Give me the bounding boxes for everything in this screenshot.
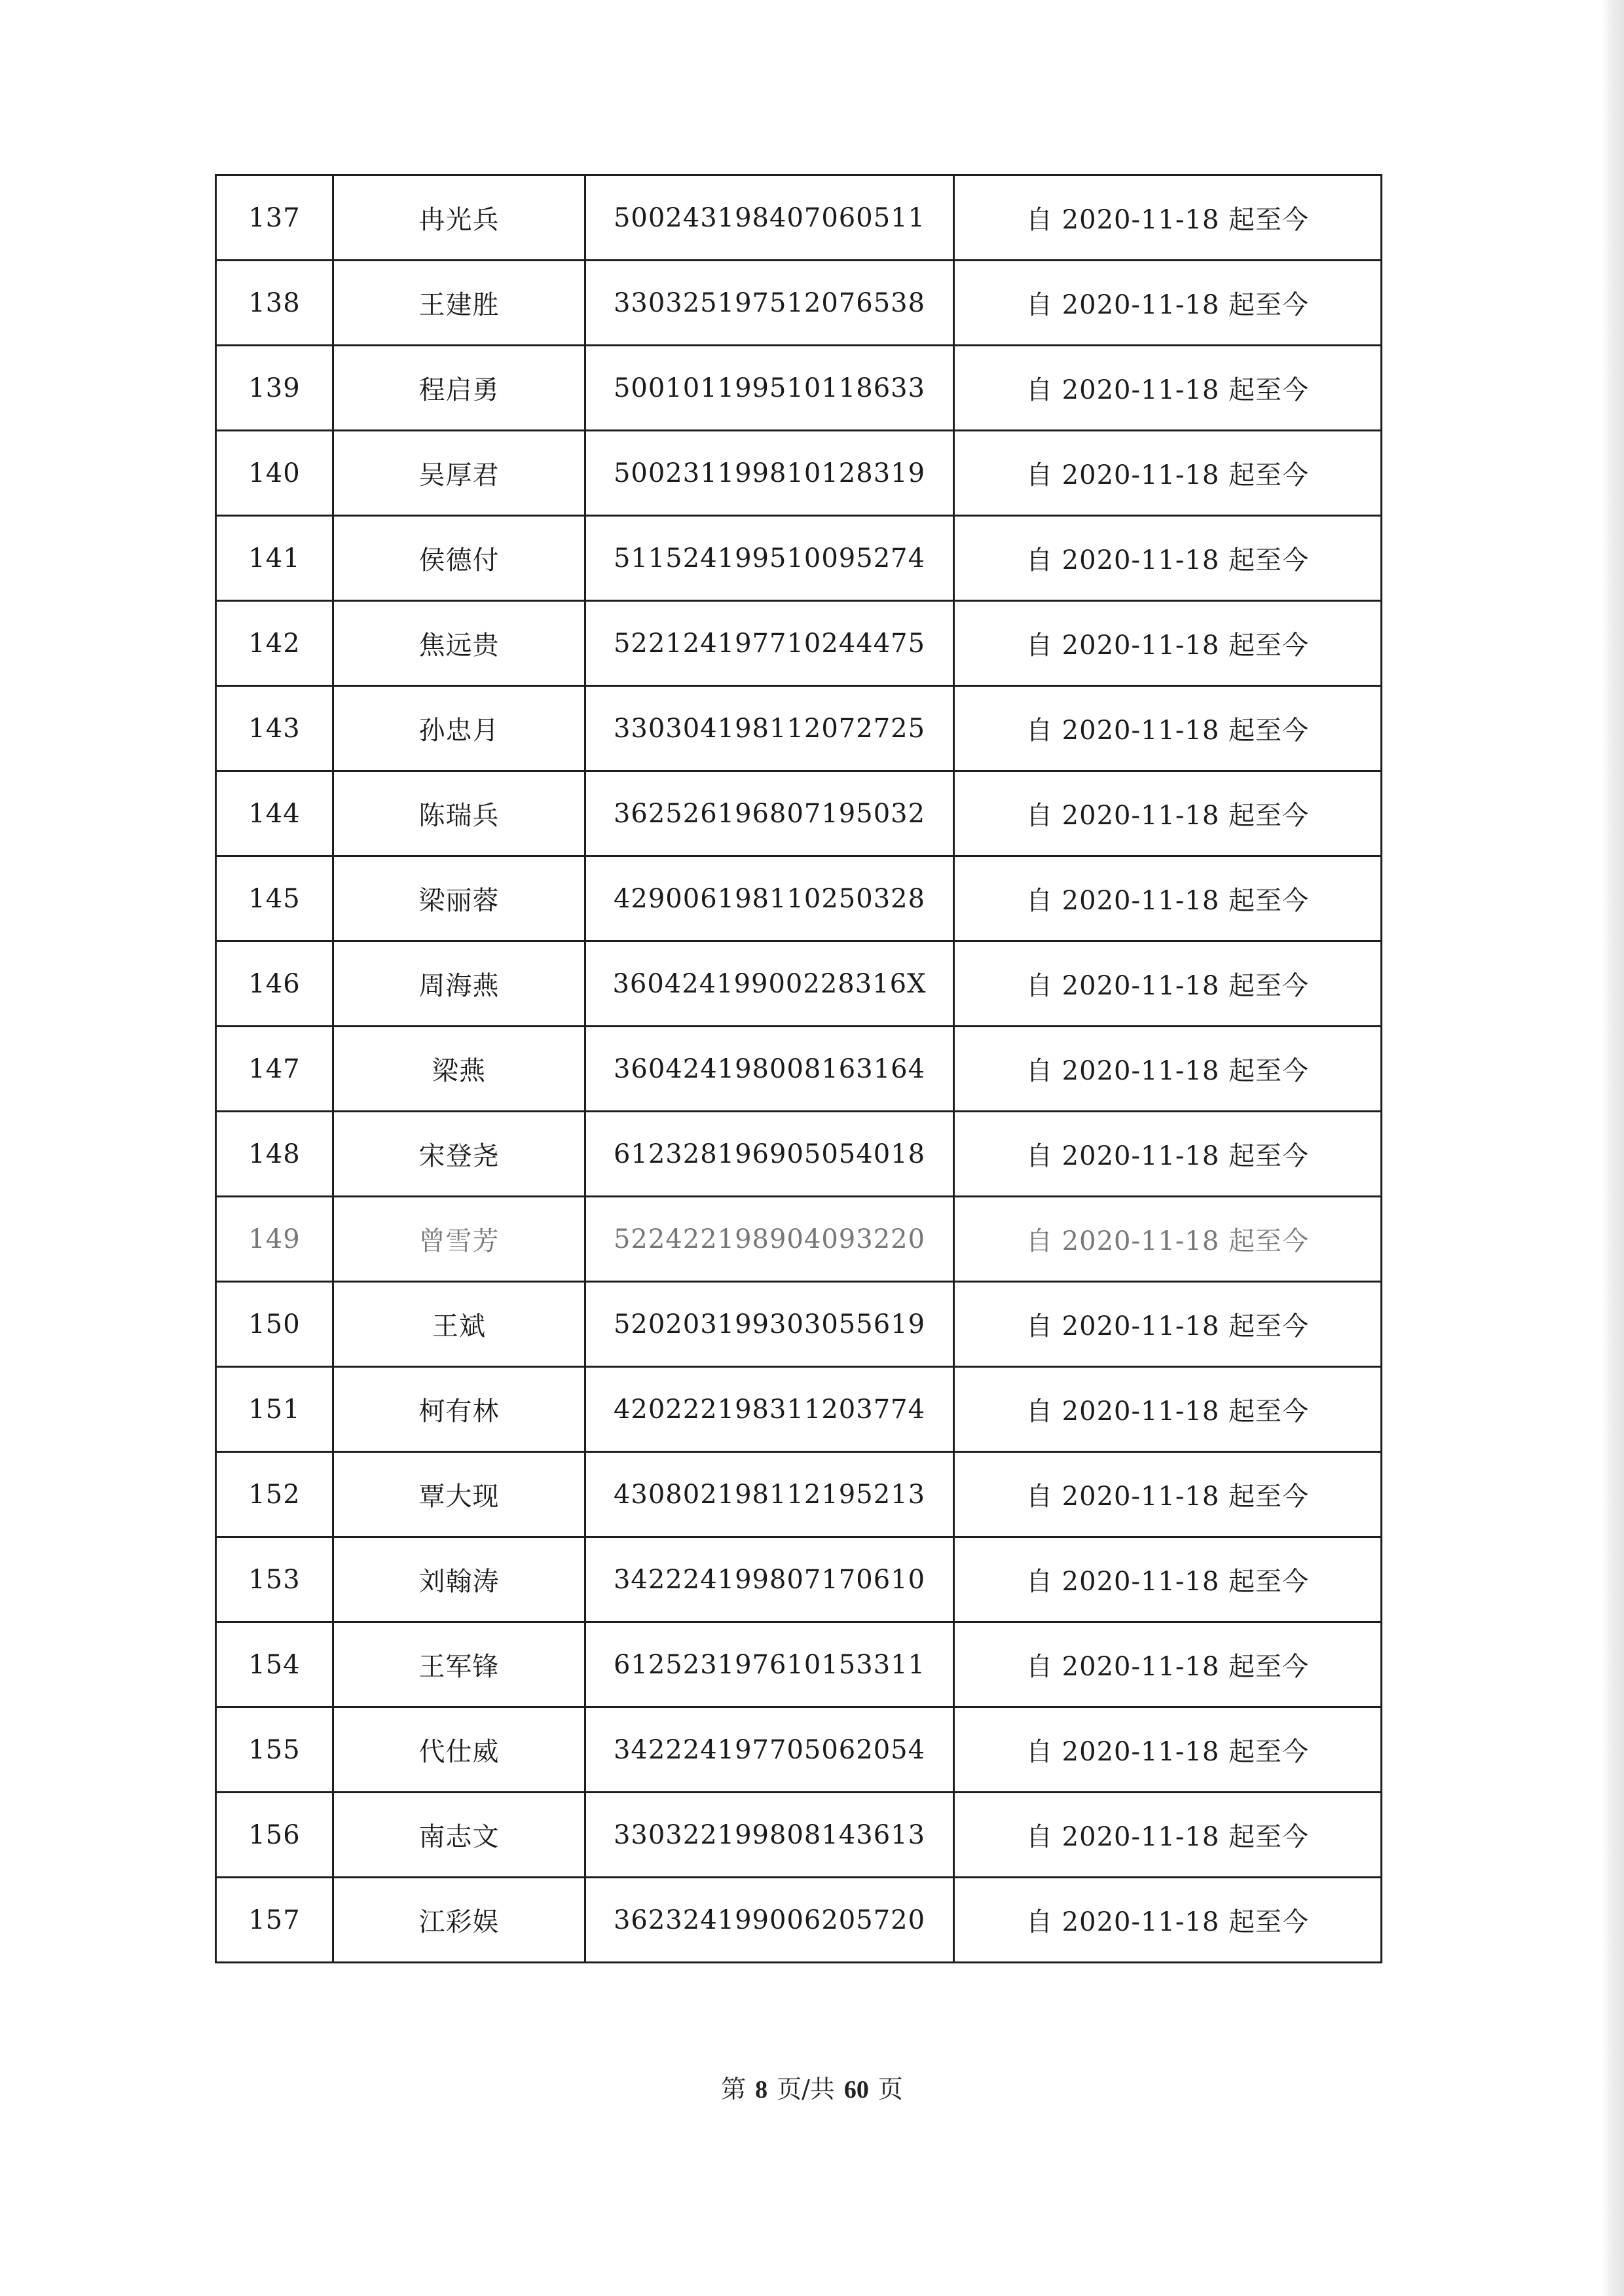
person-name-cell: 王建胜	[333, 261, 585, 346]
row-number-cell: 143	[216, 686, 333, 771]
table-row	[216, 1537, 1382, 1622]
id-number-cell: 429006198110250328	[585, 856, 954, 941]
roster-table-container	[215, 174, 1373, 1963]
period-cell: 自 2020-11-18 起至今	[954, 1452, 1382, 1537]
person-name-cell: 代仕威	[333, 1707, 585, 1793]
id-number-cell: 330325197512076538	[585, 261, 954, 346]
footer-current-page: 8	[755, 2076, 768, 2104]
table-row	[216, 1367, 1382, 1452]
person-name-cell: 柯有林	[333, 1367, 585, 1452]
row-number-cell: 154	[216, 1622, 333, 1707]
table-row	[216, 856, 1382, 941]
person-name-cell: 王斌	[333, 1282, 585, 1367]
period-cell: 自 2020-11-18 起至今	[954, 261, 1382, 346]
period-cell: 自 2020-11-18 起至今	[954, 1367, 1382, 1452]
row-number-cell: 149	[216, 1197, 333, 1282]
row-number-cell: 151	[216, 1367, 333, 1452]
person-name-cell: 曾雪芳	[333, 1197, 585, 1282]
table-row	[216, 1112, 1382, 1197]
person-name-cell: 周海燕	[333, 941, 585, 1027]
person-name-cell: 覃大现	[333, 1452, 585, 1537]
roster-table-body	[216, 175, 1382, 1963]
scan-edge-shadow	[1602, 0, 1624, 2296]
id-number-cell: 362324199006205720	[585, 1878, 954, 1963]
period-cell: 自 2020-11-18 起至今	[954, 771, 1382, 856]
period-cell: 自 2020-11-18 起至今	[954, 1878, 1382, 1963]
table-row	[216, 1707, 1382, 1793]
id-number-cell: 342224199807170610	[585, 1537, 954, 1622]
period-cell: 自 2020-11-18 起至今	[954, 175, 1382, 261]
table-row	[216, 261, 1382, 346]
period-cell: 自 2020-11-18 起至今	[954, 1707, 1382, 1793]
row-number-cell: 138	[216, 261, 333, 346]
period-cell: 自 2020-11-18 起至今	[954, 1282, 1382, 1367]
table-row	[216, 1622, 1382, 1707]
period-cell: 自 2020-11-18 起至今	[954, 686, 1382, 771]
table-row	[216, 1027, 1382, 1112]
period-cell: 自 2020-11-18 起至今	[954, 1112, 1382, 1197]
id-number-cell: 330304198112072725	[585, 686, 954, 771]
period-cell: 自 2020-11-18 起至今	[954, 601, 1382, 686]
id-number-cell: 511524199510095274	[585, 516, 954, 601]
person-name-cell: 王军锋	[333, 1622, 585, 1707]
id-number-cell: 500231199810128319	[585, 431, 954, 516]
period-cell: 自 2020-11-18 起至今	[954, 856, 1382, 941]
id-number-cell: 362526196807195032	[585, 771, 954, 856]
person-name-cell: 孙忠月	[333, 686, 585, 771]
table-row	[216, 1282, 1382, 1367]
page-footer	[0, 2069, 1624, 2105]
row-number-cell: 141	[216, 516, 333, 601]
table-row	[216, 346, 1382, 431]
person-name-cell: 吴厚君	[333, 431, 585, 516]
person-name-cell: 梁燕	[333, 1027, 585, 1112]
table-row	[216, 686, 1382, 771]
row-number-cell: 147	[216, 1027, 333, 1112]
person-name-cell: 刘翰涛	[333, 1537, 585, 1622]
row-number-cell: 137	[216, 175, 333, 261]
row-number-cell: 150	[216, 1282, 333, 1367]
row-number-cell: 148	[216, 1112, 333, 1197]
roster-table	[215, 174, 1382, 1963]
footer-suffix: 页	[877, 2075, 903, 2104]
row-number-cell: 157	[216, 1878, 333, 1963]
id-number-cell: 522422198904093220	[585, 1197, 954, 1282]
person-name-cell: 焦远贵	[333, 601, 585, 686]
table-row	[216, 175, 1382, 261]
footer-prefix: 第	[721, 2075, 747, 2104]
person-name-cell: 侯德付	[333, 516, 585, 601]
row-number-cell: 142	[216, 601, 333, 686]
id-number-cell: 522124197710244475	[585, 601, 954, 686]
id-number-cell: 420222198311203774	[585, 1367, 954, 1452]
person-name-cell: 陈瑞兵	[333, 771, 585, 856]
row-number-cell: 156	[216, 1793, 333, 1878]
table-row	[216, 431, 1382, 516]
id-number-cell: 500243198407060511	[585, 175, 954, 261]
period-cell: 自 2020-11-18 起至今	[954, 1027, 1382, 1112]
period-cell: 自 2020-11-18 起至今	[954, 941, 1382, 1027]
person-name-cell: 梁丽蓉	[333, 856, 585, 941]
row-number-cell: 140	[216, 431, 333, 516]
id-number-cell: 36042419900228316X	[585, 941, 954, 1027]
id-number-cell: 500101199510118633	[585, 346, 954, 431]
id-number-cell: 360424198008163164	[585, 1027, 954, 1112]
period-cell: 自 2020-11-18 起至今	[954, 1622, 1382, 1707]
row-number-cell: 155	[216, 1707, 333, 1793]
period-cell: 自 2020-11-18 起至今	[954, 346, 1382, 431]
row-number-cell: 144	[216, 771, 333, 856]
id-number-cell: 342224197705062054	[585, 1707, 954, 1793]
table-row	[216, 1793, 1382, 1878]
id-number-cell: 612523197610153311	[585, 1622, 954, 1707]
period-cell: 自 2020-11-18 起至今	[954, 1537, 1382, 1622]
table-row	[216, 1878, 1382, 1963]
person-name-cell: 宋登尧	[333, 1112, 585, 1197]
period-cell: 自 2020-11-18 起至今	[954, 1793, 1382, 1878]
id-number-cell: 612328196905054018	[585, 1112, 954, 1197]
id-number-cell: 330322199808143613	[585, 1793, 954, 1878]
row-number-cell: 152	[216, 1452, 333, 1537]
person-name-cell: 程启勇	[333, 346, 585, 431]
table-row	[216, 1452, 1382, 1537]
row-number-cell: 145	[216, 856, 333, 941]
table-row	[216, 1197, 1382, 1282]
person-name-cell: 冉光兵	[333, 175, 585, 261]
period-cell: 自 2020-11-18 起至今	[954, 1197, 1382, 1282]
table-row	[216, 941, 1382, 1027]
person-name-cell: 南志文	[333, 1793, 585, 1878]
id-number-cell: 430802198112195213	[585, 1452, 954, 1537]
row-number-cell: 153	[216, 1537, 333, 1622]
table-row	[216, 601, 1382, 686]
period-cell: 自 2020-11-18 起至今	[954, 431, 1382, 516]
table-row	[216, 516, 1382, 601]
footer-total-pages: 60	[843, 2076, 869, 2104]
row-number-cell: 139	[216, 346, 333, 431]
id-number-cell: 520203199303055619	[585, 1282, 954, 1367]
row-number-cell: 146	[216, 941, 333, 1027]
period-cell: 自 2020-11-18 起至今	[954, 516, 1382, 601]
table-row	[216, 771, 1382, 856]
footer-middle: 页/共	[777, 2075, 835, 2104]
person-name-cell: 江彩娱	[333, 1878, 585, 1963]
